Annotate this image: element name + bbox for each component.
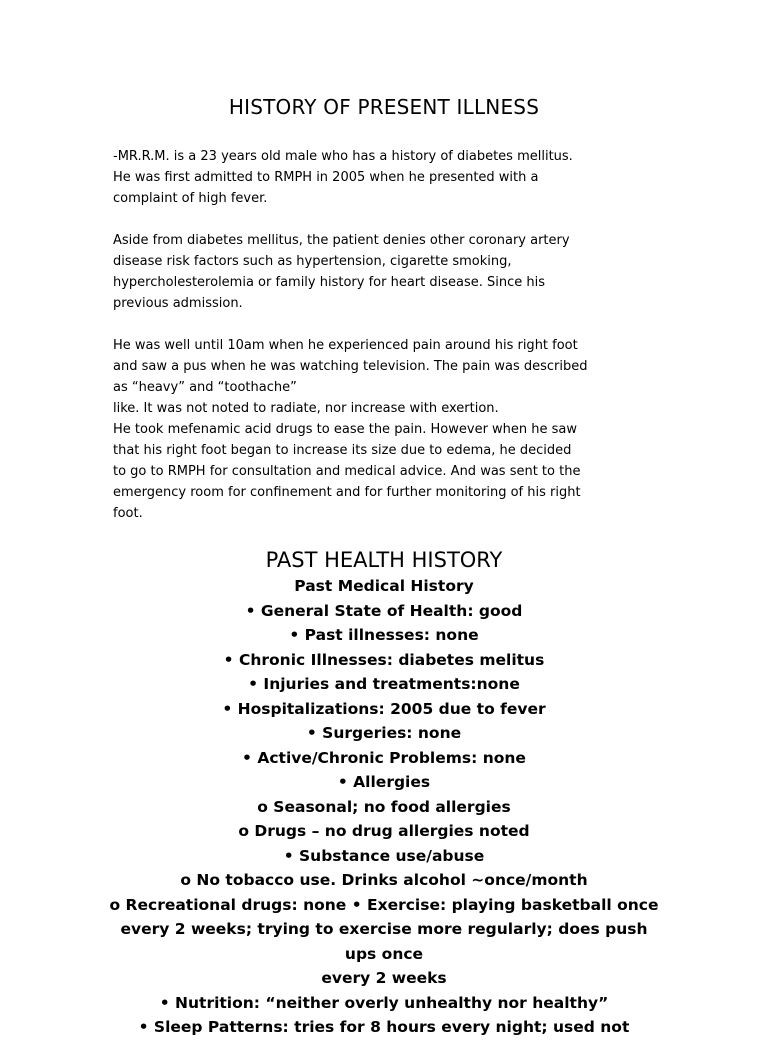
hpi-line: He was well until 10am when he experienced pain around his right foot (113, 338, 578, 353)
paragraph-gap (113, 314, 673, 335)
pmh-line: • Hospitalizations: 2005 due to fever (222, 699, 546, 718)
pmh-line: o Recreational drugs: none • Exercise: playing basketball once (109, 895, 659, 914)
pmh-line: every 2 weeks; trying to exercise more regularly; does push (120, 920, 648, 938)
pmh-line: • General State of Health: good (245, 601, 523, 620)
hpi-line: and saw a pus when he was watching television. The pain was described (113, 359, 588, 374)
pmh-line: • Nutrition: “neither overly unhealthy nor healthy” (159, 993, 609, 1012)
pmh-line: o Drugs – no drug allergies noted (238, 822, 530, 840)
hpi-line: like. It was not noted to radiate, nor increase with exertion. (113, 401, 499, 416)
pmh-line: • Sleep Patterns: tries for 8 hours every night; used not (138, 1018, 630, 1036)
hpi-line: hypercholesterolemia or family history for heart disease. Since his (113, 275, 546, 290)
pmh-line: • Allergies (337, 773, 431, 791)
page-title: HISTORY OF PRESENT ILLNESS (228, 95, 540, 119)
pmh-line: • Past illnesses: none (289, 626, 479, 644)
hpi-line: He was first admitted to RMPH in 2005 when he presented with a (113, 170, 539, 185)
pmh-line: ups once (344, 944, 424, 963)
pmh-line: • Chronic Illnesses: diabetes melitus (223, 650, 545, 669)
hpi-line: complaint of high fever. (113, 191, 268, 206)
pmh-line: • Injuries and treatments:none (248, 675, 520, 693)
hpi-line: emergency room for confinement and for further monitoring of his right (113, 485, 581, 500)
hpi-line: previous admission. (113, 296, 243, 311)
hpi-line: as “heavy” and “toothache” (113, 380, 297, 395)
past-medical-history-list (0, 574, 768, 1040)
hpi-line: He took mefenamic acid drugs to ease the pain. However when he saw (113, 422, 578, 437)
hpi-line: -MR.R.M. is a 23 years old male who has a history of diabetes mellitus. (113, 149, 573, 164)
hpi-line: foot. (113, 506, 143, 521)
pmh-line: • Active/Chronic Problems: none (242, 748, 526, 767)
pmh-line: every 2 weeks (321, 969, 447, 987)
pmh-line: • Surgeries: none (306, 724, 462, 742)
hpi-line: to go to RMPH for consultation and medical advice. And was sent to the (113, 464, 581, 479)
pmh-line: • Substance use/abuse (283, 846, 485, 865)
paragraph-gap (113, 209, 673, 230)
pmh-line: o No tobacco use. Drinks alcohol ~once/month (180, 871, 588, 889)
history-of-present-illness-text (113, 146, 673, 524)
pmh-line: Past Medical History (294, 577, 474, 595)
hpi-line: disease risk factors such as hypertension, cigarette smoking, (113, 254, 512, 269)
section-title-past-health-history: PAST HEALTH HISTORY (265, 548, 503, 572)
hpi-line: that his right foot began to increase its size due to edema, he decided (113, 443, 572, 458)
hpi-line: Aside from diabetes mellitus, the patient denies other coronary artery (113, 233, 570, 248)
pmh-line: o Seasonal; no food allergies (257, 797, 511, 816)
